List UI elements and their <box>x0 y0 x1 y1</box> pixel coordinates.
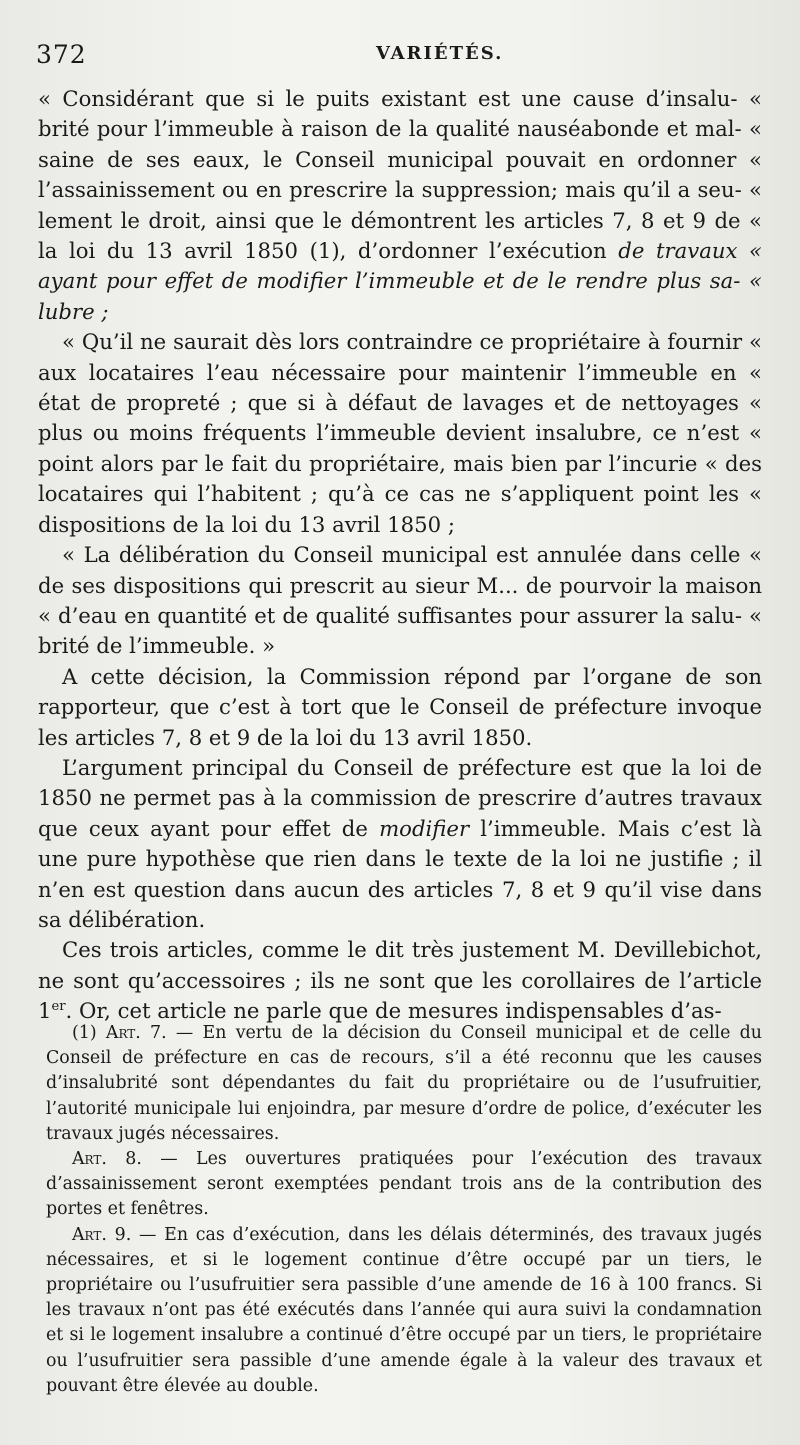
body-paragraph-5 <box>38 753 762 935</box>
footnote-mark: (1) <box>72 1023 97 1043</box>
p6-rest: . Or, cet article ne parle que de mesures indispensables d’as- <box>65 998 722 1024</box>
footnotes <box>46 1021 762 1399</box>
art9-label: Art. 9. <box>72 1224 132 1245</box>
main-text <box>38 84 762 1027</box>
body-paragraph-4: A cette décision, la Commission répond par l’organe de son rapporteur, que c’est à tort que le Conseil de préfecture invoque les articles 7, 8 et 9 de la loi du 13 avril 1850. <box>38 663 762 750</box>
page-header <box>36 40 776 74</box>
quote-1-italic: de travaux « ayant pour effet de modifier l’immeuble et de le rendre plus sa- « lubre ; <box>38 238 762 324</box>
art7-text: — En vertu de la décision du Conseil municipal et de celle du Conseil de préfecture en cas de recours, s’il a été reconnu que les causes d’insalubrité sont dépendantes du fait du propriétaire ou de l’usufruitier, l’autorité municipale lui enjoindra, par mesure d’ordre de police, d’exécuter les travaux jugés nécessaires. <box>46 1023 762 1144</box>
quote-paragraph-1 <box>38 84 762 327</box>
quote-1-text: « Considérant que si le puits existant est une cause d’insalu- « brité pour l’immeuble à raison de la qualité nauséabonde et mal- « saine de ses eaux, le Conseil municipal pouvait en ordonner « l’assainissement ou en prescrire la suppression; mais qu’il a seu- « lement le droit, ainsi que le démontrent les articles 7, 8 et 9 de « la loi du 13 avril 1850 (1), d’ordonner l’exécution <box>38 86 762 264</box>
footnote-art9 <box>46 1223 762 1399</box>
p5-rest: l’immeuble. Mais c’est là une pure hypothèse que rien dans le texte de la loi ne justifie ; il n’en est question dans aucun des articles 7, 8 et 9 qu’il vise dans sa délibération. <box>38 815 763 932</box>
art8-text: — Les ouvertures pratiquées pour l’exécution des travaux d’assainissement seront exemptées pendant trois ans de la contribution des portes et fenêtres. <box>46 1149 762 1220</box>
body-paragraph-6 <box>38 935 762 1026</box>
art9-text: — En cas d’exécution, dans les délais déterminés, des travaux jugés nécessaires, et si le logement continue d’être occupé par un tiers, le propriétaire ou l’usufruitier sera passible d’une amende de 16 à 100 francs. Si les travaux n’ont pas été exécutés dans l’année qui aura suivi la condamnation et si le logement insalubre a continué d’être occupé par un tiers, le propriétaire ou l’usufruitier sera passible d’une amende égale à la valeur des travaux et pouvant être élevée au double. <box>46 1224 762 1396</box>
p6-superscript: er <box>51 999 66 1015</box>
p5-italic: modifier <box>379 815 470 841</box>
art7-label: Art. 7. <box>105 1023 167 1043</box>
running-title: VARIÉTÉS. <box>376 43 504 64</box>
p5-text: L’argument principal du Conseil de préfecture est que la loi de 1850 ne permet pas à la commission de prescrire d’autres travaux que ceux ayant pour effet de <box>38 754 762 841</box>
footnote-art8 <box>46 1147 762 1223</box>
art8-label: Art. 8. <box>72 1149 142 1170</box>
page-number: 372 <box>36 40 87 69</box>
quote-paragraph-2: « Qu’il ne saurait dès lors contraindre ce propriétaire à fournir « aux locataires l’eau nécessaire pour maintenir l’immeuble en « état de propreté ; que si à défaut de lavages et de nettoyages « plus ou moins fréquents l’immeuble devient insalubre, ce n’est « point alors par le fait du propriétaire, mais bien par l’incurie « des locataires qui l’habitent ; qu’à ce cas ne s’appliquent point les « dispositions de la loi du 13 avril 1850 ; <box>38 329 762 537</box>
p6-text: Ces trois articles, comme le dit très justement M. Devillebichot, ne sont qu’accessoires ; ils ne sont que les corollaires de l’article 1 <box>38 937 762 1024</box>
quote-paragraph-3: « La délibération du Conseil municipal est annulée dans celle « de ses dispositions qui prescrit au sieur M... de pourvoir la maison « d’eau en quantité et de qualité suffisantes pour assurer la salu- « brité de l’immeuble. » <box>38 542 762 659</box>
footnote-art7 <box>46 1021 762 1147</box>
